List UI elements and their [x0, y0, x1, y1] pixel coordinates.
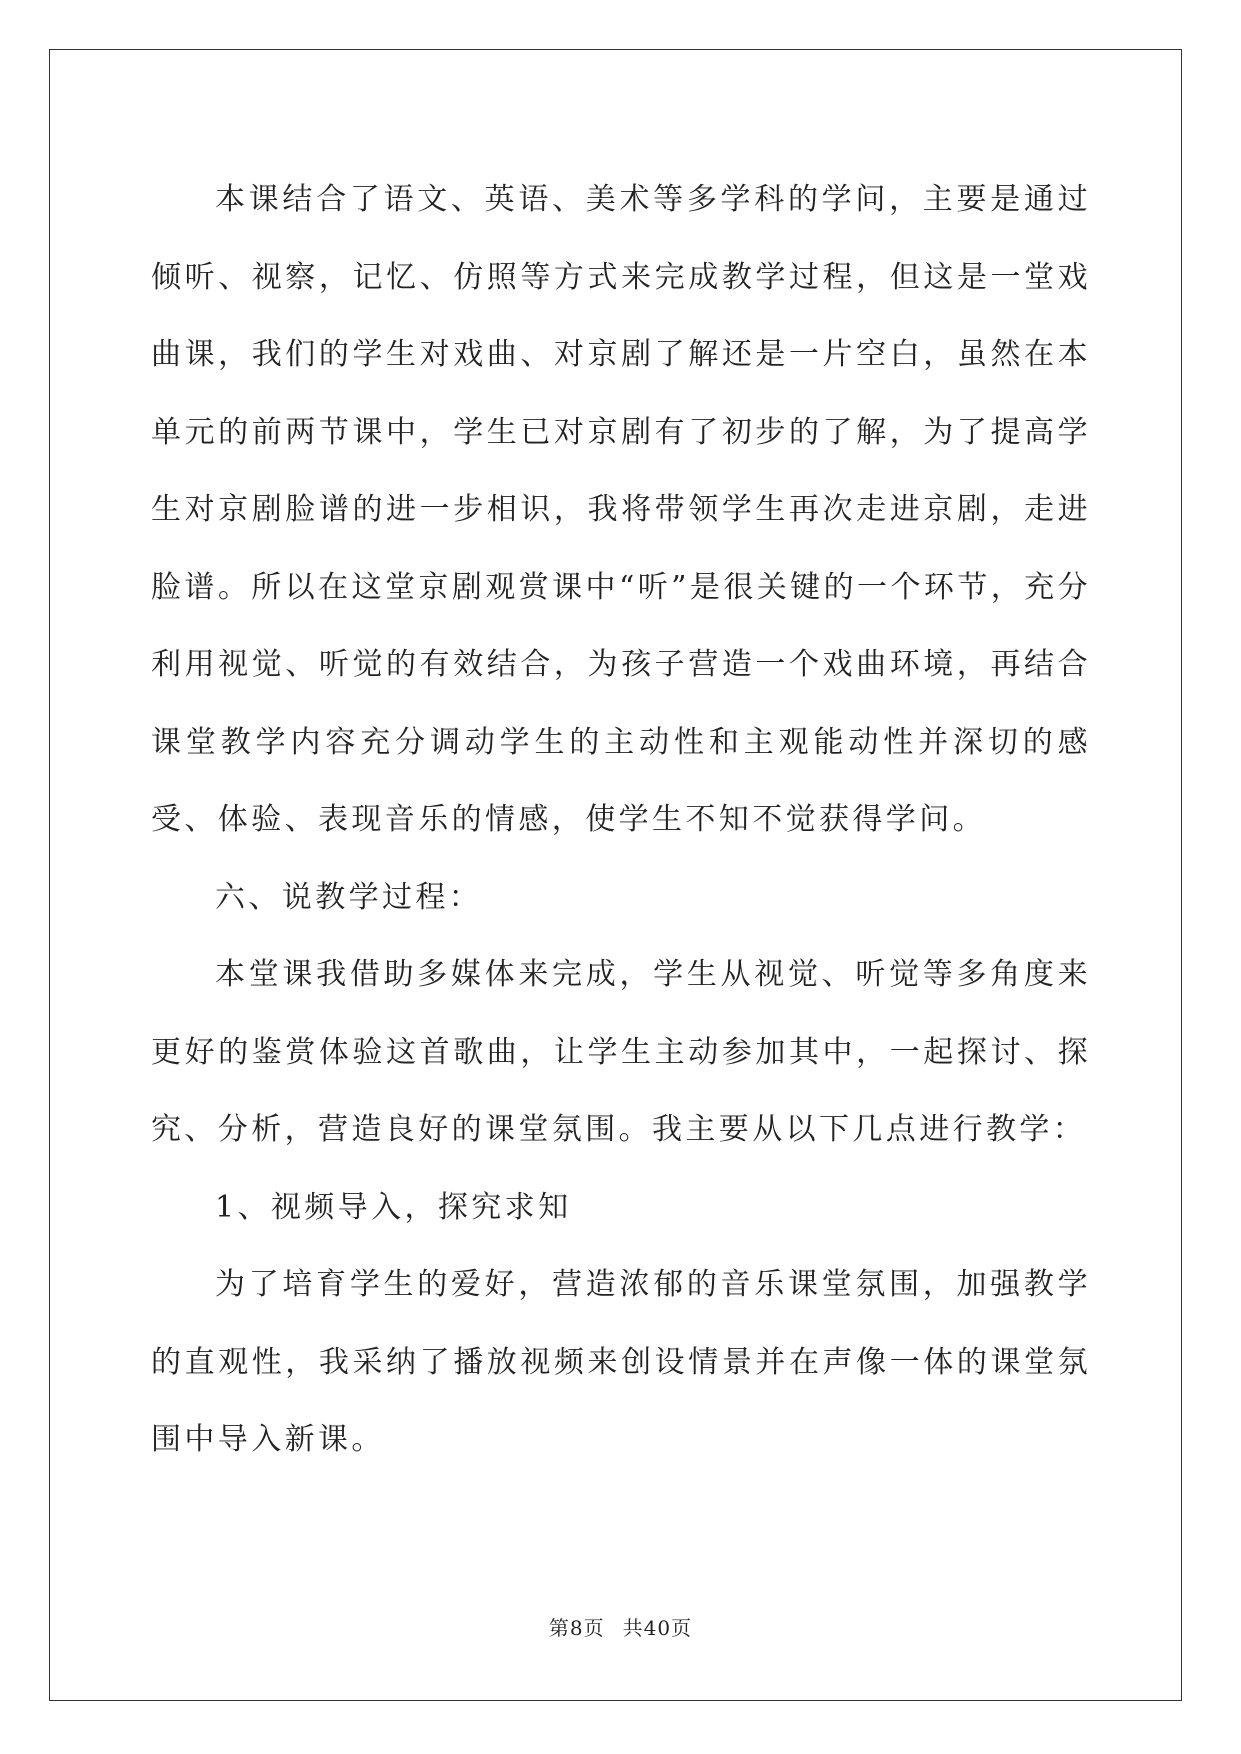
paragraph-course-integration: 本课结合了语文、英语、美术等多学科的学问，主要是通过倾听、视察，记忆、仿照等方式来完成教学过程，但这是一堂戏曲课，我们的学生对戏曲、对京剧了解还是一片空白，虽然在本单元的前两节课中，学生已对京剧有了初步的了解，为了提高学生对京剧脸谱的进一步相识，我将带领学生再次走进京剧，走进脸谱。所以在这堂京剧观赏课中“听”是很关键的一个环节，充分利用视觉、听觉的有效结合，为孩子营造一个戏曲环境，再结合课堂教学内容充分调动学生的主动性和主观能动性并深切的感受、体验、表现音乐的情感，使学生不知不觉获得学问。 [151, 182, 1091, 837]
subheading-video-intro: 1、视频导入，探究求知 [215, 1189, 572, 1225]
current-page-number: 第8页 [548, 1616, 605, 1640]
total-page-count: 共40页 [622, 1616, 693, 1640]
document-body [151, 161, 1091, 1479]
paragraph-video-intro: 为了培育学生的爱好，营造浓郁的音乐课堂氛围，加强教学的直观性，我采纳了播放视频来创设情景并在声像一体的课堂氛围中导入新课。 [151, 1267, 1091, 1457]
section-heading-teaching-process: 六、说教学过程： [215, 879, 483, 915]
paragraph-multimedia: 本堂课我借助多媒体来完成，学生从视觉、听觉等多角度来更好的鉴赏体验这首歌曲，让学生主动参加其中，一起探讨、探究、分析，营造良好的课堂氛围。我主要从以下几点进行教学： [151, 957, 1091, 1147]
page-footer [0, 1612, 1241, 1641]
